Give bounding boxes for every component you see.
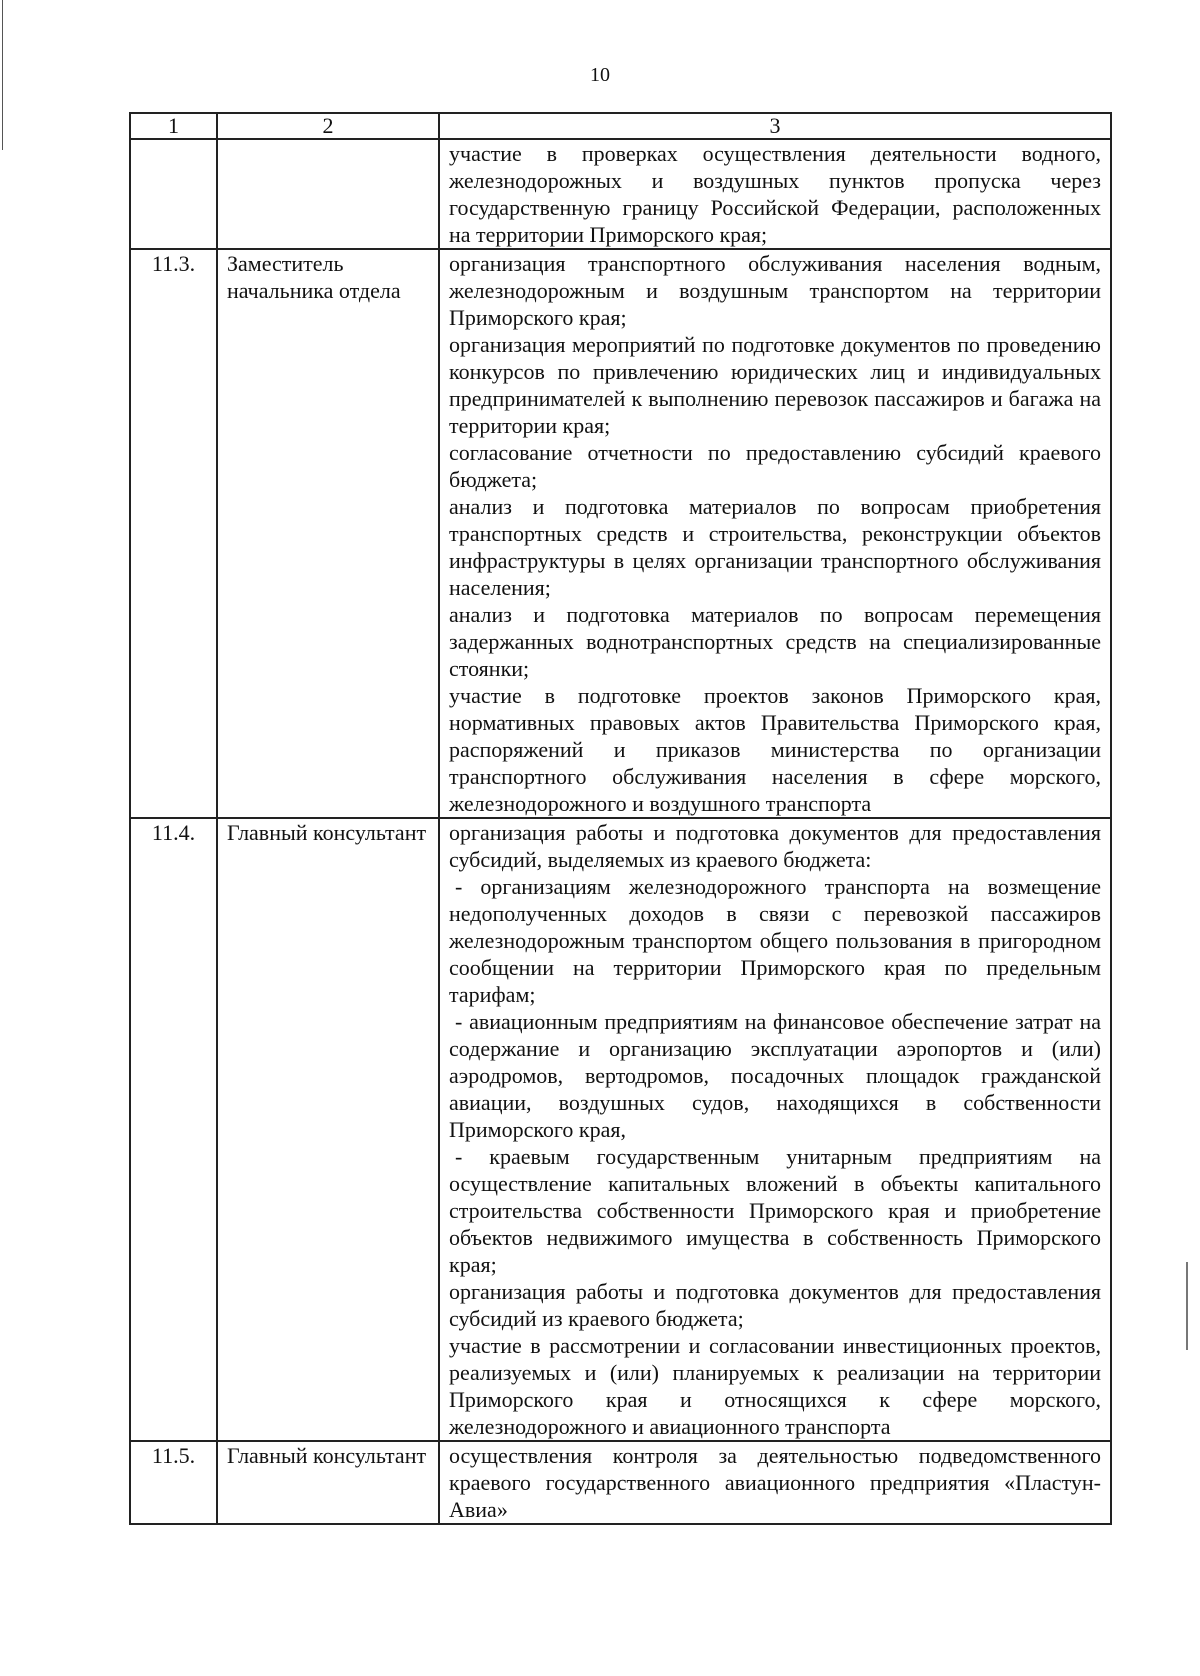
position-title: Главный консультант xyxy=(217,1441,439,1524)
duties-table xyxy=(129,112,1112,1525)
position-title xyxy=(217,139,439,249)
duty-item: согласование отчетности по предоставлению субсидий краевого бюджета; xyxy=(449,440,1101,492)
duty-item: участие в рассмотрении и согласовании инвестиционных проектов, реализуемых и (или) планируемых к реализации на территории Приморского края и относящихся к сфере морского, железнодорожного и авиационного транспорта xyxy=(449,1333,1101,1439)
duty-item: анализ и подготовка материалов по вопросам приобретения транспортных средств и строительства, реконструкции объектов инфраструктуры в целях организации транспортного обслуживания населения; xyxy=(449,494,1101,600)
duty-item: организация работы и подготовка документов для предоставления субсидий, выделяемых из краевого бюджета: xyxy=(449,820,1101,872)
position-title: Заместитель начальника отдела xyxy=(217,249,439,818)
item-number xyxy=(130,139,217,249)
duty-item: осуществления контроля за деятельностью подведомственного краевого государственного авиационного предприятия «Пластун-Авиа» xyxy=(449,1443,1101,1522)
table-row xyxy=(130,1441,1111,1524)
duties-cell xyxy=(439,139,1111,249)
duty-subitem: - авиационным предприятиям на финансовое обеспечение затрат на содержание и организацию эксплуатации аэропортов и (или) аэродромов, вертодромов, посадочных площадок гражданской авиации, воздушных судов, находящихся в собственности Приморского края, xyxy=(449,1009,1101,1142)
item-number: 11.4. xyxy=(130,818,217,1441)
duties-cell xyxy=(439,249,1111,818)
duties-cell xyxy=(439,1441,1111,1524)
scan-edge-mark xyxy=(1186,1262,1188,1350)
duty-item: организация мероприятий по подготовке документов по проведению конкурсов по привлечению юридических лиц и индивидуальных предпринимателей к выполнению перевозок пассажиров и багажа на территории края; xyxy=(449,332,1101,438)
duty-item: организация работы и подготовка документов для предоставления субсидий из краевого бюджета; xyxy=(449,1279,1101,1331)
column-header: 2 xyxy=(217,113,439,139)
table-row xyxy=(130,249,1111,818)
item-number: 11.3. xyxy=(130,249,217,818)
page-number: 10 xyxy=(590,64,610,86)
duty-subitem: - организациям железнодорожного транспорта на возмещение недополученных доходов в связи с перевозкой пассажиров железнодорожным транспортом общего пользования в пригородном сообщении на территории Приморского края по предельным тарифам; xyxy=(449,874,1101,1007)
table-row xyxy=(130,139,1111,249)
column-header: 1 xyxy=(130,113,217,139)
item-number: 11.5. xyxy=(130,1441,217,1524)
duty-item: участие в подготовке проектов законов Приморского края, нормативных правовых актов Правительства Приморского края, распоряжений и приказов министерства по организации транспортного обслуживания населения в сфере морского, железнодорожного и воздушного транспорта xyxy=(449,683,1101,816)
duty-item: анализ и подготовка материалов по вопросам перемещения задержанных воднотранспортных средств на специализированные стоянки; xyxy=(449,602,1101,681)
duties-cell xyxy=(439,818,1111,1441)
table-header-row xyxy=(130,113,1111,139)
duty-subitem: - краевым государственным унитарным предприятиям на осуществление капитальных вложений в объекты капитального строительства собственности Приморского края и приобретение объектов недвижимого имущества в собственность Приморского края; xyxy=(449,1144,1101,1277)
duty-item: участие в проверках осуществления деятельности водного, железнодорожных и воздушных пунктов пропуска через государственную границу Российской Федерации, расположенных на территории Приморского края; xyxy=(449,141,1101,247)
duty-item: организация транспортного обслуживания населения водным, железнодорожным и воздушным транспортом на территории Приморского края; xyxy=(449,251,1101,330)
column-header: 3 xyxy=(439,113,1111,139)
table-row xyxy=(130,818,1111,1441)
position-title: Главный консультант xyxy=(217,818,439,1441)
